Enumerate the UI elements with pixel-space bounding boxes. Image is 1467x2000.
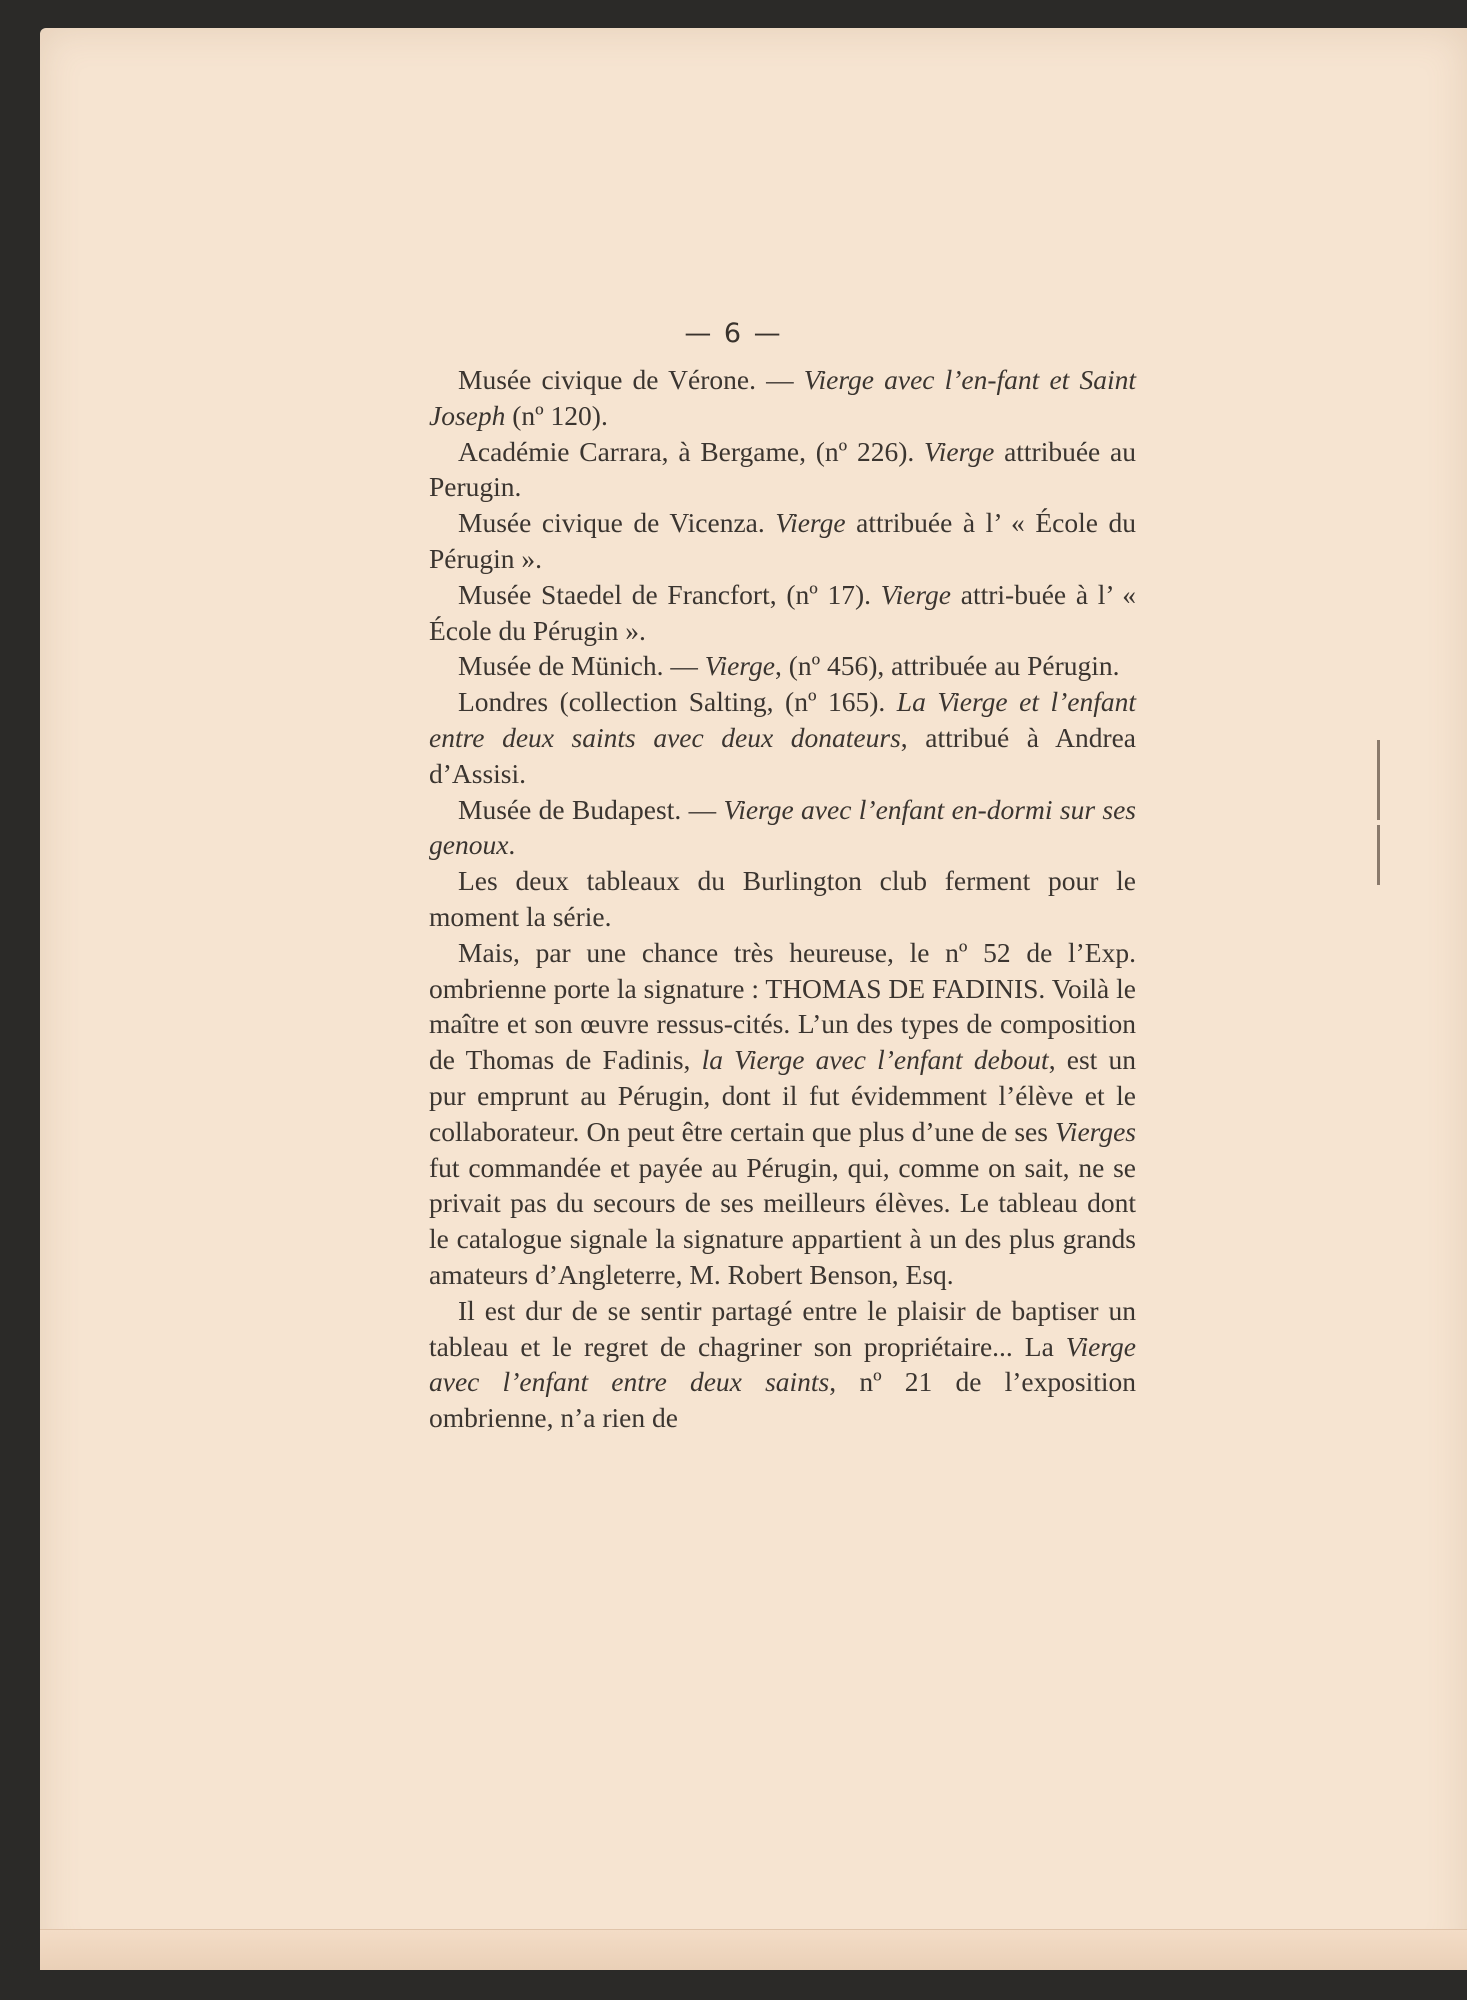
paragraph-fadinis bbox=[429, 935, 1136, 1293]
page-number: — 6 — bbox=[684, 318, 783, 349]
italic-run: Vierge avec l’en-fant et Saint Joseph bbox=[429, 364, 1136, 431]
paragraph-carrara bbox=[429, 434, 1136, 506]
text-run: Musée de Münich. — bbox=[458, 650, 705, 682]
text-run: Musée Staedel de Francfort, (nº 17). bbox=[458, 578, 881, 610]
italic-run: Vierge bbox=[924, 435, 995, 467]
text-run: Mais, par une chance très heureuse, le nº 52 de l’Exp. ombrienne porte la signature : THOMAS DE FADINIS. Voilà le maître et son œuvre ressus-cités. L’un des types de composition de Thomas de Fadinis, bbox=[429, 936, 1136, 1076]
text-run: attri-buée à l’ « École du Pérugin ». bbox=[429, 578, 1137, 646]
italic-run: Vierge bbox=[704, 650, 775, 682]
text-run: (nº 120). bbox=[505, 399, 608, 431]
italic-run: La Vierge et l’enfant entre deux saints avec deux donateurs bbox=[429, 686, 1137, 753]
text-run: Musée civique de Vérone. — bbox=[458, 364, 804, 395]
paragraph-londres bbox=[429, 684, 1136, 791]
text-run: Londres (collection Salting, (nº 165). bbox=[458, 686, 897, 718]
paragraph-verone bbox=[429, 362, 1136, 434]
italic-run: la Vierge avec l’enfant debout bbox=[701, 1044, 1049, 1076]
text-run: Académie Carrara, à Bergame, (nº 226). bbox=[458, 435, 925, 467]
text-run: , est un pur emprunt au Pérugin, dont il fut évidemment l’élève et le collaborateur. On peut être certain que plus d’une de ses bbox=[429, 1044, 1136, 1147]
italic-run: Vierge bbox=[880, 578, 952, 610]
paragraph-francfort bbox=[429, 577, 1136, 649]
binding-staple-bottom bbox=[1377, 825, 1380, 885]
text-run: attribuée à l’ « École du Pérugin ». bbox=[429, 507, 1137, 574]
paragraph-burlington bbox=[429, 863, 1136, 935]
italic-run: Vierges bbox=[1055, 1115, 1136, 1147]
binding-staple-top bbox=[1377, 740, 1380, 820]
italic-run: Vierge avec l’enfant entre deux saints bbox=[429, 1330, 1136, 1398]
text-run: , (nº 456), attribuée au Pérugin. bbox=[774, 650, 1120, 682]
text-run: . bbox=[508, 829, 516, 861]
text-run: , attribué à Andrea d’Assisi. bbox=[429, 721, 1137, 789]
text-run: attribuée au Perugin. bbox=[429, 435, 1136, 503]
paragraph-proprietaire bbox=[429, 1293, 1136, 1436]
text-run: Il est dur de se sentir partagé entre le plaisir de baptiser un tableau et le regret de chagriner son propriétaire... La bbox=[429, 1294, 1136, 1362]
paragraph-vicenza bbox=[429, 505, 1136, 577]
italic-run: Vierge avec l’enfant en-dormi sur ses genoux bbox=[429, 793, 1136, 861]
text-run: Musée de Budapest. — bbox=[458, 793, 724, 825]
text-run: Musée civique de Vicenza. bbox=[458, 507, 776, 539]
text-run: Les deux tableaux du Burlington club ferment pour le moment la série. bbox=[429, 865, 1136, 932]
body-text bbox=[429, 362, 1136, 1436]
italic-run: Vierge bbox=[775, 507, 846, 539]
text-run: , nº 21 de l’exposition ombrienne, n’a rien de bbox=[429, 1366, 1136, 1434]
text-run: fut commandée et payée au Pérugin, qui, comme on sait, ne se privait pas du secours de ses meilleurs élèves. Le tableau dont le catalogue signale la signature appartient à un des plus grands amateurs d’Angleterre, M. Robert Benson, Esq. bbox=[429, 1151, 1136, 1290]
paragraph-munich bbox=[429, 648, 1136, 684]
paragraph-budapest bbox=[429, 792, 1136, 864]
